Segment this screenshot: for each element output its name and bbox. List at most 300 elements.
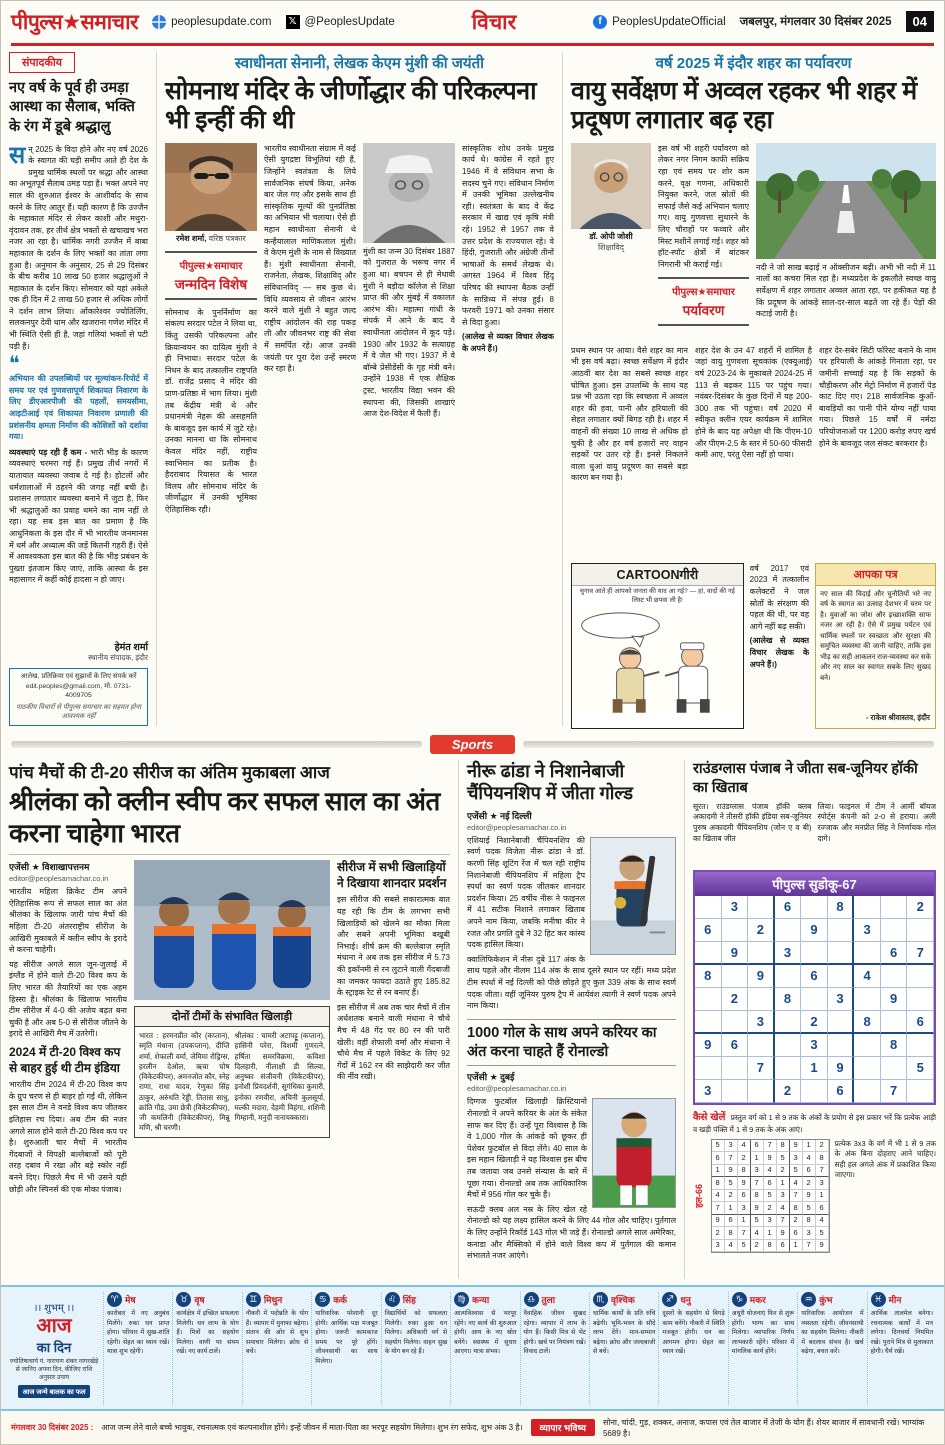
sudoku-cell (801, 988, 828, 1011)
sudoku-cell: 3 (738, 1202, 751, 1215)
article-col (658, 143, 749, 339)
zodiac-name: कुंभ (819, 1295, 833, 1306)
banner-line (523, 741, 934, 748)
munshi-article (165, 52, 563, 726)
sudoku-cell: 5 (712, 1140, 725, 1153)
body-text: भारतीय स्वाधीनता संग्राम में कई ऐसी युगद्रष्टा विभूतियां रही हैं, जिन्होंने स्वतंत्रता के लिये सार्वजनिक संघर्ष किया, अनेक बार जेल गए और इसके साथ ही सांस्कृतिक मूल्यों की पुनर्प्रतिष्ठा का अभियान भी चलाया। ऐसे ही महान स्वाधीनता सेनानी थे कन्हैयालाल माणिकलाल मुंशी। वे केएम मुंशी के नाम से विख्यात हैं। मुंशी स्वाधीनता सेनानी, राजनेता, लेखक, शिक्षाविद् और संविधानविद् — सब कुछ थे। विधि व्यवसाय से जीवन आरंभ करने वाले मुंशी ने बहुत जल्द राष्ट्रीय आंदोलन की राह पकड़ ली और जीवनभर राष्ट्र की सेवा में समर्पित रहे। आज उनकी जयंती पर पूरा देश उन्हें स्मरण कर रहा है। (264, 143, 356, 374)
zodiac-name: मीन (888, 1295, 902, 1306)
zodiac-name: मिथुन (263, 1295, 283, 1306)
zodiac-row (103, 1292, 936, 1405)
sudoku-cell: 7 (738, 1227, 751, 1240)
body-text: व्यवस्थाएं पड़ रही हैं कम - भारी भीड़ के कारण व्यवस्थाएं चरमरा गई हैं। प्रमुख तीर्थ नगरों में यातायात व्यवस्था जवाब दे गई है। होटलों और धर्मशालाओं में ठहरने की जगह नहीं बची है। प्रशासन लगातार व्यवस्था बनाने में जुटा है, फिर भी श्रद्धालुओं का प्रवाह थमने का नाम नहीं ले रहा। यह सब इस बात का प्रमाण है कि आधुनिकता के इस दौर में भी भारतीय जनमानस में धर्म और अध्यात्म की जड़ें कितनी गहरी हैं। ऐसे में आवश्यकता इस बात की है कि भीड़ प्रबंधन के पुख्ता इंतजाम किए जाएं, ताकि आस्था के इस महासागर में कहीं कोई हादसा न हो जाए। (9, 447, 148, 585)
cricket-col-3 (337, 860, 450, 1268)
body-text: भारतीय महिला क्रिकेट टीम अपने ऐतिहासिक रूप से सफल साल का अंत श्रीलंका के खिलाफ जारी पांच मैचों की महिला टी-20 अंतरराष्ट्रीय सीरीज के आखिरी मुकाबले में क्लीन स्वीप के इरादे से करना चाहेगी। (9, 887, 127, 955)
sudoku-cell: 2 (722, 988, 749, 1011)
sudoku-cell: 2 (801, 1011, 828, 1034)
solution-row (693, 1139, 936, 1254)
sudoku-cell: 7 (751, 1177, 764, 1190)
sudoku-cell: 2 (775, 1080, 802, 1103)
article-closing: (आलेख से व्यक्त विचार लेखक के अपने हैं।) (462, 332, 554, 353)
portrait-illustration (571, 143, 651, 229)
editor-email[interactable]: editor@peoplesamachar.co.in (9, 874, 109, 884)
ronaldo-photo (592, 1098, 676, 1208)
km-munshi-photo (363, 143, 455, 243)
sudoku-cell (828, 942, 855, 965)
sudoku-cell: 6 (775, 896, 802, 919)
sudoku-cell: 2 (764, 1202, 777, 1215)
sudoku-cell: 5 (751, 1215, 764, 1228)
sudoku-cell: 4 (751, 1227, 764, 1240)
sports-banner (1, 734, 944, 756)
body-text: शहर देश के उन 47 शहरों में शामिल है जहां वायु गुणवत्ता सूचकांक (एक्यूआई) वर्ष 2023-24 के मुकाबले 2024-25 में 113 से बढ़कर 115 पर पहुंच गया। नवंबर-दिसंबर के कुछ दिनों में यह 200-300 तक भी पहुंचा। वर्ष 2020 में स्वीकृत क्लीन एयर कार्यक्रम में शामिल होने के बाद यह अपेक्षा थी कि पीएम-10 और पीएम-2.5 के स्तर में 50-60 फीसदी कमी आए, परंतु ऐसा नहीं हो पाया। (695, 345, 812, 460)
reader-letter-box (815, 563, 936, 729)
zodiac-header (524, 1292, 586, 1307)
hockey-body (693, 802, 936, 866)
sudoku-cell: 8 (790, 1202, 803, 1215)
zodiac-column-5 (381, 1292, 450, 1405)
sudoku-cell: 8 (738, 1165, 751, 1178)
body-text: एशियाई निशानेबाजी चैंपियनशिप की स्वर्ण पदक विजेता नीरू ढांडा ने डॉ. करणी सिंह शूटिंग रेंज में चल रही राष्ट्रीय निशानेबाजी चैंपियनशिप में महिला ट्रैप स्पर्धा का स्वर्ण पदक जीतकर शानदार प्रदर्शन किया। 25 वर्षीय नीरू ने फाइनल में 41 सटीक निशाने लगाकर खिताब अपने नाम किया, जबकि मनीषा कीर ने रजत और प्रगति दुबे ने 32 हिट कर कांस्य पदक हासिल किया। (467, 835, 585, 950)
sudoku-cell (881, 1057, 908, 1080)
howto-text: प्रस्तुत वर्ग को 1 से 9 तक के अंकों के प्रयोग से इस प्रकार भरें कि प्रत्येक आड़ी व खड़ी पंक्ति में 1 से 9 तक के अंक आएं। (693, 1112, 936, 1134)
sudoku-cell: 4 (764, 1165, 777, 1178)
howto-label: कैसे खेलें (693, 1111, 726, 1123)
cricket-kicker: पांच मैचों की टी-20 सीरीज का अंतिम मुकाबला आज (9, 762, 330, 782)
zodiac-header (107, 1292, 169, 1307)
byline: एजेंसी ★ नई दिल्ली editor@peoplesamachar.co.in (467, 809, 676, 832)
body-text: वर्ष 2017 एवं 2023 में तत्कालीन कलेक्टरों ने जल स्रोतों के संरक्षण की पहल की थी, पर वह आगे नहीं बढ़ सकी। (749, 563, 810, 631)
green-road-photo (756, 143, 936, 259)
body-text: सन् 2025 के विदा होने और नए वर्ष 2026 के स्वागत की घड़ी समीप आते ही देश के प्रमुख धार्मिक स्थलों पर श्रद्धा और आस्था का अभूतपूर्व सैलाब उमड़ पड़ा है। भक्त अपने नए साल की शुरुआत ईश्वर के आशीर्वाद के साथ करने के लिए आतुर हैं। यही कारण है कि उज्जैन के महाकाल मंदिर से लेकर काशी और मथुरा-वृंदावन तक, हर तीर्थ क्षेत्र भक्तों से खचाखच भरा नजर आ रहा है। धार्मिक नगरी उज्जैन में बाबा महाकाल के दर्शन के लिए भक्तों का तांता लगा हुआ है। अनुमान के अनुसार, 25 से 29 दिसंबर के बीच करीब 10 लाख 50 हजार श्रद्धालुओं ने महाकाल के दर्शन किए। सोमवार को यहां अकेले एक ही दिन में 2 लाख 50 हजार से अधिक लोगों ने दर्शन लाभ लिया। ओंकारेश्वर ज्योतिर्लिंग, सलकनपुर देवी धाम और खजराना गणेश मंदिर में भी स्थिति ऐसी ही है, जहां गलियां भक्तों से पटी पड़ी हैं। (9, 143, 148, 351)
sudoku-cell: 7 (907, 942, 934, 965)
environment-box (658, 277, 749, 326)
zodiac-name: वृश्चिक (610, 1295, 635, 1306)
cricket-col-1 (9, 860, 127, 1268)
sudoku-cell: 6 (777, 1240, 790, 1253)
ornament-text: ।। शुभम् ।। (33, 1302, 75, 1314)
zodiac-name: मेष (125, 1295, 136, 1306)
sudoku-cell (828, 965, 855, 988)
sudoku-cell: 1 (803, 1140, 816, 1153)
zodiac-symbol-icon: ♏ (593, 1292, 608, 1307)
letter-signature: - राकेश श्रीवास्तव, इंदौर (865, 712, 930, 722)
sudoku-cell: 9 (801, 919, 828, 942)
sudoku-howto (693, 1111, 936, 1254)
zodiac-name: कन्या (472, 1295, 490, 1306)
zodiac-prediction: कारोबार में नए अनुबंध मिलेंगे। रुका धन प्राप्त होगा। परिवार में सुख-शांति रहेगी। सेहत का ध्यान रखें। यात्रा शुभ रहेगी। (107, 1310, 170, 1356)
hockey-headline: राउंडग्लास पंजाब ने जीता सब-जूनियर हॉकी का खिताब (693, 760, 918, 796)
sudoku-cell: 8 (816, 1152, 829, 1165)
article-col-2 (264, 143, 356, 725)
sudoku-cell: 9 (738, 1177, 751, 1190)
sudoku-cell: 1 (764, 1227, 777, 1240)
article-body (571, 143, 936, 729)
editorial-column (9, 52, 157, 726)
sudoku-cell: 4 (712, 1190, 725, 1203)
sudoku-cell: 6 (803, 1165, 816, 1178)
sudoku-cell (775, 1034, 802, 1057)
sudoku-cell: 5 (907, 1057, 934, 1080)
editorial-author: हेमंत शर्मा स्थानीय संपादक, इंदौर (88, 642, 148, 663)
editor-email[interactable]: editor@peoplesamachar.co.in (467, 1084, 567, 1094)
sudoku-cell (695, 1057, 722, 1080)
top-section (1, 46, 944, 734)
sudoku-cell (722, 1057, 749, 1080)
article-col-3 (363, 143, 455, 725)
sudoku-solution-grid (711, 1139, 830, 1254)
sudoku-cell: 9 (803, 1190, 816, 1203)
sudoku-cell: 1 (725, 1202, 738, 1215)
sudoku-cell: 7 (725, 1152, 738, 1165)
sudoku-cell (695, 896, 722, 919)
zodiac-column-7 (520, 1292, 589, 1405)
x-twitter-icon: 𝕏 (286, 15, 300, 29)
sudoku-cell: 9 (764, 1152, 777, 1165)
sudoku-cell: 7 (816, 1165, 829, 1178)
sudoku-cell: 2 (748, 919, 775, 942)
article-bottom-row (571, 563, 936, 729)
sudoku-cell (881, 896, 908, 919)
zodiac-header (176, 1292, 238, 1307)
zodiac-prediction: नौकरी में पदोन्नति के योग हैं। व्यापार में मुनाफा बढ़ेगा। संतान की ओर से शुभ समाचार मिलेगा। क्रोध से बचें। (245, 1310, 309, 1356)
sudoku-cell (775, 919, 802, 942)
letter-body: नए साल की विदाई और चुनौतियों भरे नए वर्ष के स्वागत का उत्साह देशभर में चरम पर है। युवाओं का जोश और इच्छाशक्ति साफ नजर आ रही है। ऐसे में प्रमुख पर्यटन एवं धार्मिक स्थलों पर स्वच्छता और सुरक्षा की समुचित व्यवस्था की जानी चाहिए, ताकि इस भीड़ का सही आकलन राज-व्यवस्था कर सके और नए साल का स्वागत सबके लिए सुखद बने। (820, 590, 931, 682)
zodiac-symbol-icon: ♒ (801, 1292, 816, 1307)
sudoku-cell: 3 (854, 919, 881, 942)
zodiac-name: मकर (749, 1295, 766, 1306)
zodiac-column-2 (172, 1292, 241, 1405)
sudoku-cell: 2 (907, 896, 934, 919)
squads-box (134, 1006, 330, 1138)
sudoku-cell: 5 (790, 1165, 803, 1178)
sudoku-cell: 3 (803, 1227, 816, 1240)
article-body (165, 143, 554, 725)
pull-quote: अभियान की उपलब्धियों पर मूल्यांकन-रिपोर्ट में समय पर एवं गुणवत्तापूर्ण शिकायत निवारण के लिए डीएआरपीजी की पहलों, समयसीमा, आइटीआई एवं शिकायत निवारण प्रणाली की प्रशंसनीय क्षमता निर्माण की कोशिशों को दर्शाया गया। (9, 374, 148, 442)
section-title: विचार (471, 10, 517, 34)
squads-title: दोनों टीमों के संभावित खिलाड़ी (135, 1007, 329, 1027)
shooter-photo (590, 837, 676, 955)
sudoku-cell (854, 1034, 881, 1057)
sudoku-cell: 4 (854, 965, 881, 988)
sudoku-cell: 1 (816, 1190, 829, 1203)
sudoku-cell: 6 (907, 1011, 934, 1034)
body-text: यह सीरीज अगले साल जून-जुलाई में इंग्लैंड में होने वाले टी-20 विश्व कप के लिए भारत की तैयारियों का एक अहम हिस्सा है। श्रीलंका के खिलाफ भारतीय टीम सीरीज में 4-0 की अजेय बढ़त बना चुकी है और अब 5-0 से सीरीज जीतने के इरादे से आखिरी मैच में उतरेगी। (9, 959, 127, 1039)
cricket-subhead-2: सीरीज में सभी खिलाड़ियों ने दिखाया शानदार प्रदर्शन (337, 860, 447, 890)
trade-forecast-text: सोना, चांदी, गुड़, शक्कर, अनाज, कपास एवं तेल बाजार में तेजी के योग हैं। शेयर बाजार में सावधानी रखें। भाग्यांक 5689 है। (602, 1417, 925, 1438)
sudoku-cell: 4 (790, 1177, 803, 1190)
article-col-narrow (750, 563, 809, 729)
body-text: इस सीरीज में अब तक चार मैचों में तीन अर्धशतक बनाने वाली मंधाना ने चौथे मैच में 48 गेंद पर 80 रन की पारी खेली। वहीं शेफाली वर्मा और मंधाना ने चौथे मैच में पहले विकेट के लिए 92 गेंदों में 162 रन की साझेदारी कर जीत की नींव रखी। (337, 1002, 450, 1082)
sudoku-cell (775, 1011, 802, 1034)
sudoku-cell (748, 1080, 775, 1103)
solution-label: हल-66 (694, 1184, 704, 1209)
cricket-subhead-1: 2024 में टी-20 विश्व कप से बाहर हुई थी टीम इंडिया (9, 1044, 121, 1075)
horoscope-title-bottom: का दिन (36, 1339, 72, 1355)
zodiac-symbol-icon: ♋ (315, 1292, 330, 1307)
box-label: पर्यावरण (682, 303, 725, 319)
sudoku-cell (695, 988, 722, 1011)
zodiac-header (662, 1292, 724, 1307)
ronaldo-body (467, 1096, 676, 1261)
sudoku-cell: 7 (748, 1057, 775, 1080)
sudoku-cell: 9 (748, 965, 775, 988)
zodiac-prediction: अधूरी योजनाएं फिर से शुरू होंगी। भाग्य का साथ मिलेगा। व्यापारिक निर्णय लाभकारी रहेंगे। परिवार में मांगलिक कार्य होंगे। (731, 1310, 795, 1356)
zodiac-symbol-icon: ♈ (107, 1292, 122, 1307)
sudoku-cell: 3 (751, 1165, 764, 1178)
sudoku-cell (854, 942, 881, 965)
brand-logo: पीपुल्स★समाचार (672, 287, 735, 299)
sudoku-cell (695, 942, 722, 965)
zodiac-header (871, 1292, 933, 1307)
body-text: प्रथम स्थान पर आया। वैसे शहर का मान भी इस वर्ष बढ़ा। स्वच्छ सर्वेक्षण में इंदौर आठवीं बार देश का सबसे स्वच्छ शहर घोषित हुआ। इस उपलब्धि के साथ यह प्रश्न भी उठता रहा कि स्वच्छता में अव्वल शहर की हवा, पानी और हरियाली की सेहत लगातार क्यों बिगड़ रही है। शहर में वाहनों की संख्या 10 लाख से अधिक हो चुकी है और हर वर्ष हजारों नए वाहन सड़कों पर उतर रहे हैं। इनसे निकलने वाला धुआं वायु प्रदूषण का सबसे बड़ा कारण बन गया है। (571, 345, 688, 483)
globe-icon (152, 15, 166, 29)
sudoku-cell: 3 (801, 1034, 828, 1057)
sudoku-cell: 9 (790, 1140, 803, 1153)
article-headline: सोमनाथ मंदिर के जीर्णोद्धार की परिकल्पना भी इन्हीं की थी (165, 76, 537, 135)
zodiac-prediction: आर्थिक तालमेल बनेगा। रचनात्मक कार्यों में मन लगेगा। दिनचर्या नियमित रखें। पुराने मित्र से मुलाकात होगी। धैर्य रखें। (870, 1310, 934, 1356)
sudoku-cell (722, 1011, 749, 1034)
sudoku-cell (854, 896, 881, 919)
sudoku-cell: 6 (751, 1140, 764, 1153)
sudoku-cell (748, 896, 775, 919)
editorial-headline: नए वर्ष के पूर्व ही उमड़ा आस्था का सैलाब, भक्ति के रंग में डूबे श्रद्धालु (9, 79, 135, 135)
footer-strip (1, 1409, 944, 1444)
sudoku-box (693, 870, 936, 1105)
zodiac-symbol-icon: ♌ (385, 1292, 400, 1307)
sudoku-cell: 8 (695, 965, 722, 988)
sudoku-cell (907, 965, 934, 988)
sudoku-cell (854, 988, 881, 1011)
sudoku-cell: 8 (854, 1011, 881, 1034)
sudoku-cell: 3 (748, 1011, 775, 1034)
zodiac-column-11 (797, 1292, 866, 1405)
footer-date: मंगलवार 30 दिसंबर 2025 : (11, 1423, 94, 1433)
sudoku-cell: 7 (790, 1190, 803, 1203)
zodiac-column-10 (728, 1292, 797, 1405)
body-text: भारतीय टीम 2024 में टी-20 विश्व कप के ग्रुप चरण से ही बाहर हो गई थी, लेकिन इस साल टीम ने वनडे विश्व कप जीतकर इतिहास रच दिया। अब टीम की नजर अगले साल होने वाले टी-20 विश्व कप पर है। शुरुआती चार मैचों में भारतीय गेंदबाजों ने विपक्षी बल्लेबाजों को पूरी तरह दबाव में रखा और बड़े स्कोर नहीं बनने दिए। पिछले मैच में भी उसने यही छोड़ी और स्पिनर्स की एक मोका पंजाब। (9, 1080, 127, 1194)
zodiac-column-3 (242, 1292, 311, 1405)
sudoku-cell (881, 1011, 908, 1034)
sudoku-cell: 8 (881, 1034, 908, 1057)
byline: एजेंसी ★ विशाखापत्तनम editor@peoplesamachar.co.in (9, 860, 127, 883)
sudoku-cell: 5 (764, 1190, 777, 1203)
sudoku-cell: 9 (828, 1057, 855, 1080)
sudoku-cell: 2 (738, 1152, 751, 1165)
cricket-headline: श्रीलंका को क्लीन स्वीप कर सफल साल का अंत करना चाहेगा भारत (9, 786, 450, 855)
sudoku-cell (907, 988, 934, 1011)
twitter-handle[interactable]: 𝕏 @PeoplesUpdate (286, 15, 395, 29)
sudoku-cell (695, 1011, 722, 1034)
birthday-special-box (165, 251, 257, 300)
cricket-players-illustration (134, 860, 330, 1000)
sudoku-cell (801, 896, 828, 919)
sudoku-cell: 3 (722, 896, 749, 919)
shooter-illustration (591, 838, 675, 954)
hockey-sudoku-column (693, 760, 936, 1280)
cricket-body (9, 860, 450, 1268)
sudoku-cell: 3 (828, 988, 855, 1011)
banner-line (11, 741, 422, 748)
sudoku-cell (801, 942, 828, 965)
footballer-illustration (593, 1099, 675, 1207)
sudoku-cell: 4 (816, 1215, 829, 1228)
sudoku-cell: 1 (790, 1240, 803, 1253)
article-headline: वायु सर्वेक्षण में अव्वल रहकर भी शहर में प्रदूषण लगातार बढ़ रहा (571, 76, 917, 135)
body-text: इस सीरीज की सबसे सकारात्मक बात यह रही कि टीम के लगभग सभी खिलाड़ियों को खेलने का मौका मिला और सबने अपनी भूमिका बखूबी निभाई। शीर्ष क्रम की बल्लेबाज स्मृति मंधाना ने अब तक इस सीरीज में 5.73 की इकॉनमी से रन लुटाने वाली गेंदबाजी का जमकर फायदा उठाते हुए 185.82 के स्ट्राइक रेट से रन बनाए हैं। (337, 895, 450, 998)
body-text: इस वर्ष भी शहरी पर्यावरण को लेकर नगर निगम काफी सक्रिय रहा एवं समय पर शोर कम करने, वृक्ष गणना, अधिकारी नियुक्त करने, जल स्रोतों की सफाई जैसे कई अभियान चलाए गए। वायु गुणवत्ता सुधारने के लिए चौराहों पर फव्वारे और मिस्ट मशीनें लगाई गईं। शहर को हॉट-स्पॉट क्षेत्रों में बांटकर निगरानी भी कराई गई। (658, 143, 749, 269)
article-top-row (571, 143, 936, 339)
zodiac-symbol-icon: ♊ (246, 1292, 261, 1307)
sudoku-cell (854, 1057, 881, 1080)
zodiac-column-9 (658, 1292, 727, 1405)
editorial-contact-box: आलेख, प्रतिक्रिया एवं सुझावों के लिए संपर्क करें edit.peoples@gmail.com, मो. 0731-4009705 पाठकीय विचारों से पीपुल्स समाचार का सहमत होना आवश्यक नहीं (9, 668, 148, 726)
sudoku-cell: 8 (712, 1177, 725, 1190)
sudoku-cell (881, 919, 908, 942)
sudoku-cell: 5 (725, 1177, 738, 1190)
sudoku-cell (907, 1034, 934, 1057)
author-photo-op-joshi (571, 143, 651, 229)
sudoku-cell: 7 (881, 1080, 908, 1103)
sudoku-cell: 3 (695, 1080, 722, 1103)
sudoku-cell: 5 (803, 1202, 816, 1215)
india-squad: भारत : हरमनप्रीत कौर (कप्तान), स्मृति मंधाना (उपकप्तान), दीप्ति शर्मा, शेफाली वर्मा, जेमिमा रोड्रिग्स, हरलीन देओल, ऋचा घोष (विकेटकीपर), अमनजोत कौर, स्नेह राणा, राधा यादव, रेणुका सिंह ठाकुर, अरुंधति रेड्डी, तितास साधु, क्रांति गौड़, उमा छेत्री (विकेटकीपर), जी कमलिनी (विकेटकीपर), मिन्नू मणि, श्री चरणी। (139, 1031, 230, 1133)
team-india-photo (134, 860, 330, 1000)
ronaldo-headline: 1000 गोल के साथ अपने करियर का अंत करना चाहते हैं रोनाल्डो (467, 1019, 676, 1067)
zodiac-column-1 (103, 1292, 172, 1405)
sudoku-title: पीपुल्स सुडोकू-67 (695, 872, 934, 896)
sudoku-cell (907, 919, 934, 942)
facebook-icon: f (593, 15, 607, 29)
dateline: जबलपुर, मंगलवार 30 दिसंबर 2025 (739, 16, 892, 29)
body-text: लिया। फाइनल में टीम ने आर्मी बॉयज स्पोर्ट्स कंपनी को 2-0 से हराया। अली रज्जाक और मनप्रीत सिंह ने निर्णायक गोल दागे। (817, 801, 936, 843)
sudoku-cell (907, 1080, 934, 1103)
zodiac-column-4 (311, 1292, 380, 1405)
zodiac-header (732, 1292, 794, 1307)
sudoku-cell: 9 (751, 1202, 764, 1215)
sudoku-cell (854, 1080, 881, 1103)
box-label: जन्मदिन विशेष (174, 276, 248, 292)
zodiac-header (593, 1292, 655, 1307)
sudoku-cell: 9 (816, 1240, 829, 1253)
sudoku-cell (828, 919, 855, 942)
sudoku-cell: 5 (777, 1152, 790, 1165)
sudoku-cell: 9 (712, 1215, 725, 1228)
zodiac-prediction: विद्यार्थियों को सफलता मिलेगी। रुका हुआ धन मिलेगा। अधिकारी वर्ग से सहयोग मिलेगा। वाहन सुख के योग बन रहे हैं। (384, 1310, 448, 1356)
editor-email[interactable]: editor@peoplesamachar.co.in (467, 822, 567, 832)
sudoku-cell: 7 (712, 1202, 725, 1215)
zodiac-header (385, 1292, 447, 1307)
sudoku-cell: 6 (881, 942, 908, 965)
body-text: सऊदी क्लब अल नस्र के लिए खेल रहे रोनाल्डो को यह लक्ष्य हासिल करने के लिए 44 गोल और चाहिए। पुर्तगाल के लिए उन्होंने रिकॉर्ड 143 गोल भी जड़े हैं। रोनाल्डो अगले साल अमेरिका, कनाडा और मैक्सिको में होने वाले विश्व कप में पुर्तगाल की कमान संभालते नजर आएंगे। (467, 1204, 676, 1261)
sudoku-cell: 6 (695, 919, 722, 942)
sudoku-cell: 7 (803, 1240, 816, 1253)
body-text: सोमनाथ के पुनर्निर्माण का संकल्प सरदार पटेल ने लिया था, किंतु उसकी परिकल्पना और क्रियान्वयन का दायित्व मुंशी ने ही निभाया। सरदार पटेल के निधन के बाद तत्कालीन राष्ट्रपति डॉ. राजेंद्र प्रसाद ने मंदिर की प्राण-प्रतिष्ठा में भाग लिया। मुंशी तब केंद्रीय मंत्री थे और प्रधानमंत्री नेहरू की असहमति के बावजूद इस कार्य में जुटे रहे। उनका मानना था कि सोमनाथ केवल मंदिर नहीं, राष्ट्रीय स्वाभिमान का प्रतीक है। हैदराबाद रियासत के भारत विलय और सोमनाथ मंदिर के जीर्णोद्धार में उनकी भूमिका ऐतिहासिक रही। (165, 307, 257, 514)
sudoku-cell: 7 (777, 1215, 790, 1228)
sudoku-cell: 6 (722, 1034, 749, 1057)
sudoku-cell: 3 (816, 1177, 829, 1190)
disclaimer: पाठकीय विचारों से पीपुल्स समाचार का सहमत होना आवश्यक नहीं (16, 703, 141, 721)
article-col-1 (165, 143, 257, 725)
sudoku-cell: 1 (738, 1215, 751, 1228)
zodiac-column-12 (867, 1292, 936, 1405)
sudoku-cell: 3 (764, 1215, 777, 1228)
portrait-illustration (165, 143, 257, 231)
byline: एजेंसी ★ दुबई editor@peoplesamachar.co.in (467, 1070, 676, 1093)
sudoku-cell: 6 (801, 965, 828, 988)
zodiac-prediction: दूसरों के सहयोग से बिगड़े काम बनेंगे। नौकरी में स्थिति मजबूत होगी। धन का आगमन होगा। सेहत का ध्यान रखें। (662, 1310, 725, 1356)
sudoku-cell (828, 1011, 855, 1034)
author-photo-ramesh-sharma (165, 143, 257, 231)
sudoku-cell: 3 (777, 1190, 790, 1203)
environment-article (571, 52, 936, 726)
zodiac-prediction: पारिवारिक आयोजन में व्यस्तता रहेगी। जीवनसाथी का सहयोग मिलेगा। नौकरी में बदलाव संभव है। खर्च बढ़ेगा, बचत करें। (801, 1310, 864, 1356)
sudoku-cell: 3 (725, 1140, 738, 1153)
sports-section (1, 756, 944, 1286)
zodiac-prediction: पारिवारिक परेशानी दूर होगी। आर्थिक पक्ष मजबूत होगा। जरूरी कामकाज समय पर पूरे होंगे। जीवनसाथी का साथ मिलेगा। (315, 1310, 378, 1365)
shooting-headline: नीरू ढांडा ने निशानेबाजी चैंपियनशिप में जीता गोल्ड (467, 760, 634, 804)
horoscope-title-top: आज (36, 1314, 72, 1337)
body-text: सांस्कृतिक शोध उनके प्रमुख कार्य थे। कांग्रेस में रहते हुए 1946 में वे संविधान सभा के सदस्य चुने गए। संविधान निर्माण में उनकी भूमिका उल्लेखनीय रही। स्वतंत्रता के बाद वे केंद्र सरकार में खाद्य एवं कृषि मंत्री रहे। 1952 से 1957 तक वे उत्तर प्रदेश के राज्यपाल रहे। वे हिंदी, गुजराती और अंग्रेजी तीनों भाषाओं के समर्थ लेखक थे। अगस्त 1964 में विश्व हिंदू परिषद की स्थापना बैठक उन्हीं के सान्निध्य में संपन्न हुई। 8 फरवरी 1971 को उनका संसार से विदा हुआ। (462, 143, 554, 327)
sudoku-cell: 2 (816, 1140, 829, 1153)
sudoku-cell (722, 919, 749, 942)
drop-cap: स (9, 143, 26, 169)
sudoku-cell: 6 (764, 1177, 777, 1190)
sudoku-cell: 9 (881, 988, 908, 1011)
cricket-col-2 (134, 860, 330, 1268)
shooting-body (467, 835, 676, 1012)
editorial-body (9, 144, 148, 637)
zodiac-symbol-icon: ♉ (176, 1292, 191, 1307)
trade-forecast-label: व्यापार भविष्य (531, 1419, 595, 1436)
cartoon-illustration (572, 608, 743, 715)
zodiac-header (454, 1292, 516, 1307)
zodiac-column-8 (589, 1292, 658, 1405)
newborn-label: आज जन्मे बालक का फल (18, 1385, 89, 1398)
zodiac-column-6 (450, 1292, 519, 1405)
sudoku-cell: 2 (725, 1190, 738, 1203)
sudoku-cell: 2 (777, 1165, 790, 1178)
zodiac-symbol-icon: ♎ (524, 1292, 539, 1307)
sudoku-cell: 8 (775, 988, 802, 1011)
sudoku-cell: 3 (712, 1240, 725, 1253)
zodiac-name: वृष (194, 1295, 205, 1306)
zodiac-prediction: कार्यक्षेत्र में इच्छित सफलता मिलेगी। धन लाभ के योग हैं। मित्रों का सहयोग मिलेगा। वाणी पर संयम रखें। नए कार्य टालें। (176, 1310, 239, 1356)
sudoku-cell: 8 (777, 1140, 790, 1153)
sudoku-cell: 8 (751, 1190, 764, 1203)
sudoku-cell: 6 (828, 1080, 855, 1103)
sudoku-cell: 9 (722, 942, 749, 965)
contact-email[interactable]: edit.peoples@gmail.com, मो. 0731-4009705 (25, 682, 132, 700)
horoscope-logo (9, 1292, 103, 1405)
sudoku-cell: 1 (712, 1165, 725, 1178)
sudoku-cell (881, 965, 908, 988)
road-photo-block (756, 143, 936, 339)
horoscope-strip (1, 1285, 944, 1409)
facebook-handle[interactable]: f PeoplesUpdateOfficial (593, 15, 726, 29)
cartoon-title: CARTOONगीरी (572, 564, 743, 586)
sudoku-cell: 3 (775, 942, 802, 965)
sudoku-cell: 6 (712, 1152, 725, 1165)
sudoku-cell: 5 (738, 1240, 751, 1253)
sudoku-cell: 1 (751, 1152, 764, 1165)
astrologer-credit: ज्योतिषाचार्य पं. नारायण शंकर नागरखेड़े से जानिए अपना दिन, कीजिए राशि अनुसार उपाय (9, 1357, 99, 1382)
sudoku-cell: 9 (725, 1165, 738, 1178)
zodiac-prediction: वैवाहिक जीवन सुखद रहेगा। व्यापार में लाभ के योग हैं। किसी मित्र से भेंट होगी। खर्च पर नियंत्रण रखें। विवाद टालें। (523, 1310, 586, 1356)
body-text: क्वालिफिकेशन में नीरू दुबे 117 अंक के साथ पहले और नीलम 114 अंक के साथ दूसरे स्थान पर रहीं। मध्य प्रदेश टीम स्पर्धा में नई दिल्ली को पीछे छोड़ते हुए कुल 339 अंक के साथ स्वर्ण पदक जीता। वहीं जूनियर पुरुष ट्रैप में आर्यवंश त्यागी ने स्वर्ण पदक अपने नाम किया। (467, 954, 676, 1011)
body-text: नदी ने जो साख बढ़ाई न ऑक्सीजन बढ़ी। अभी भी नदी में 11 नालों का कचरा मिल रहा है। मध्यप्रदेश के इकलौते स्वच्छ वायु सर्वेक्षण में शहर लगातार अव्वल आता रहा, पर हकीकत यह है कि प्रदूषण के आंकड़े साल-दर-साल बढ़ते जा रहे हैं। पेड़ों की कटाई जारी है। (756, 262, 936, 319)
sudoku-cell: 2 (790, 1215, 803, 1228)
website-link[interactable]: peoplesupdate.com (152, 15, 271, 29)
